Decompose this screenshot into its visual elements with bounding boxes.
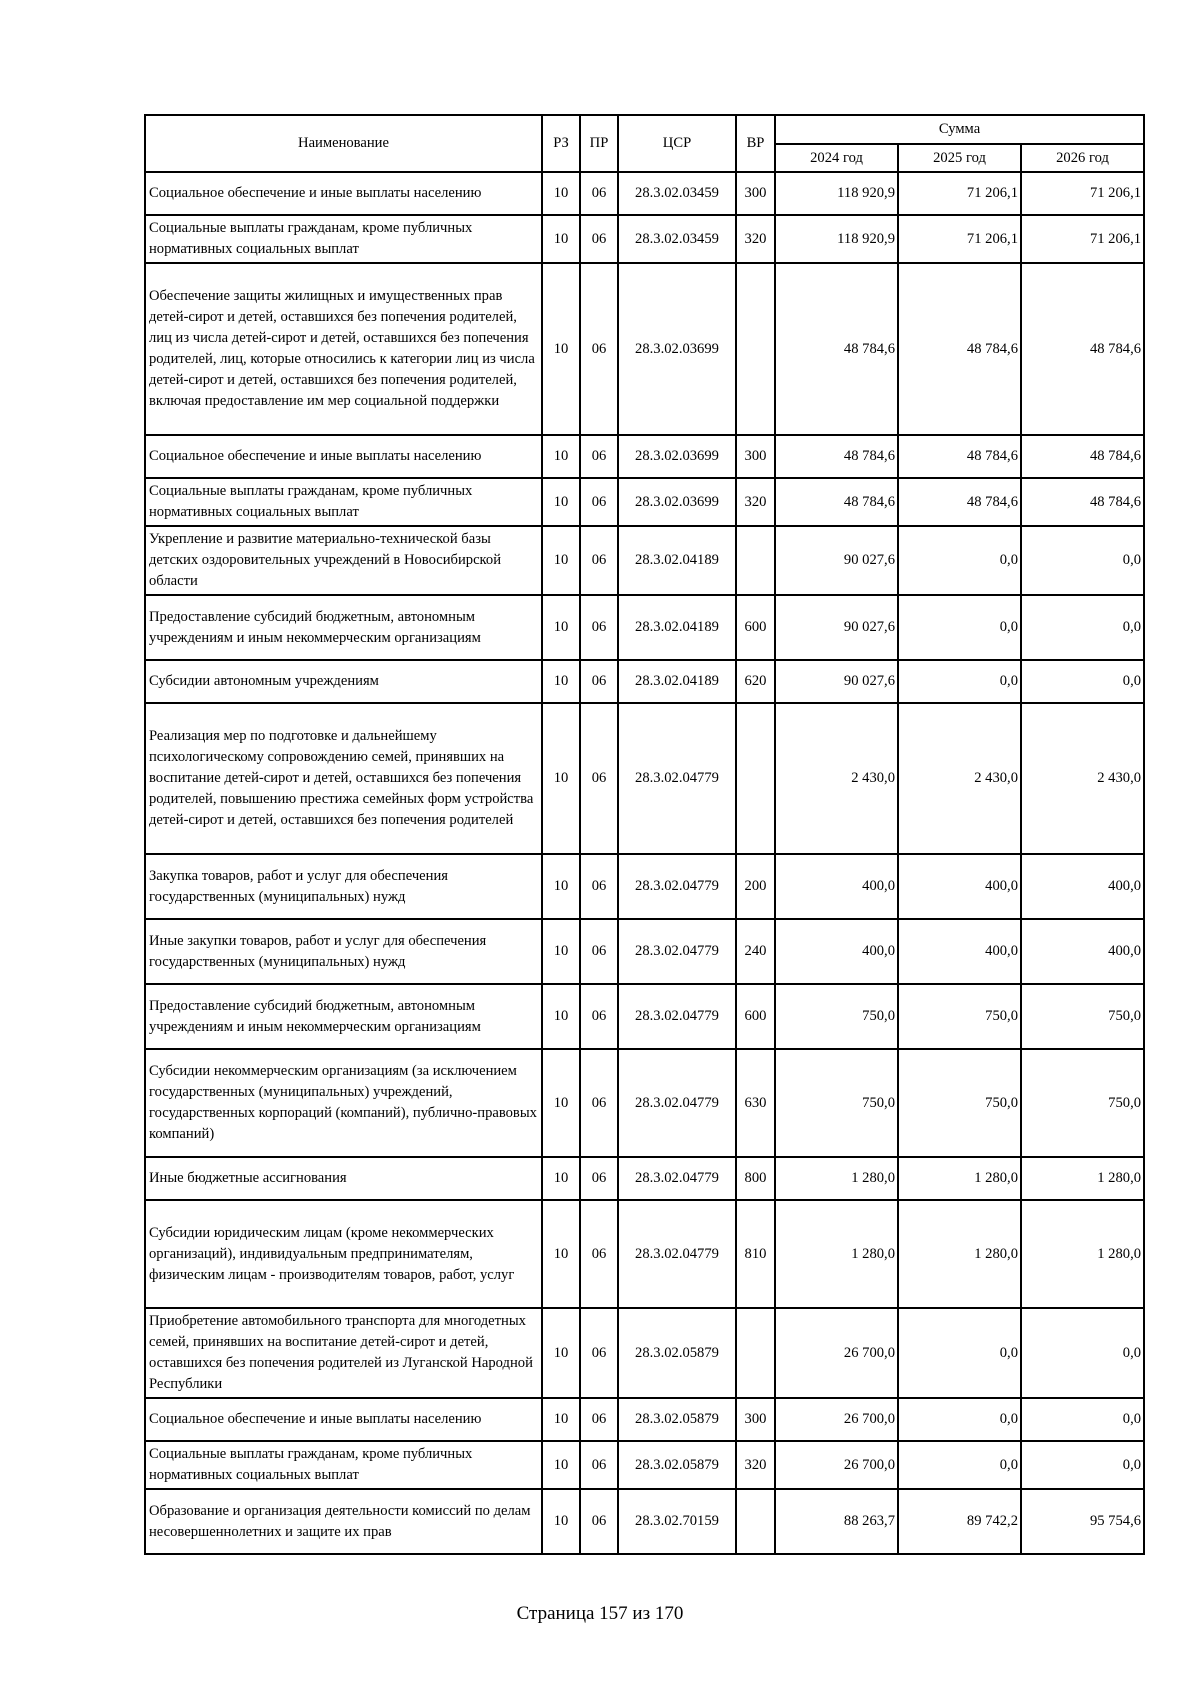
cell-y2024: 750,0: [775, 1049, 898, 1157]
cell-y2024: 90 027,6: [775, 595, 898, 660]
header-2024: 2024 год: [775, 144, 898, 172]
cell-pr: 06: [580, 703, 618, 854]
cell-pr: 06: [580, 1049, 618, 1157]
cell-vr: 320: [736, 215, 775, 263]
cell-rz: 10: [542, 1157, 580, 1200]
cell-name: Иные закупки товаров, работ и услуг для обеспечения государственных (муниципальных) нужд: [145, 919, 542, 984]
cell-vr: 300: [736, 1398, 775, 1441]
cell-y2026: 48 784,6: [1021, 263, 1144, 435]
cell-name: Социальное обеспечение и иные выплаты населению: [145, 1398, 542, 1441]
cell-vr: 800: [736, 1157, 775, 1200]
table-row: [145, 919, 1144, 984]
cell-y2026: 0,0: [1021, 595, 1144, 660]
cell-vr: 810: [736, 1200, 775, 1308]
cell-y2025: 71 206,1: [898, 172, 1021, 215]
cell-rz: 10: [542, 478, 580, 526]
cell-pr: 06: [580, 660, 618, 703]
cell-pr: 06: [580, 435, 618, 478]
cell-name: Социальное обеспечение и иные выплаты населению: [145, 435, 542, 478]
cell-rz: 10: [542, 526, 580, 595]
header-2026: 2026 год: [1021, 144, 1144, 172]
cell-name: Предоставление субсидий бюджетным, автономным учреждениям и иным некоммерческим организациям: [145, 984, 542, 1049]
cell-pr: 06: [580, 1398, 618, 1441]
cell-pr: 06: [580, 595, 618, 660]
cell-vr: 300: [736, 172, 775, 215]
cell-csr: 28.3.02.03699: [618, 435, 736, 478]
cell-rz: 10: [542, 703, 580, 854]
cell-y2026: 0,0: [1021, 1441, 1144, 1489]
cell-csr: 28.3.02.05879: [618, 1441, 736, 1489]
cell-name: Субсидии юридическим лицам (кроме некоммерческих организаций), индивидуальным предпринимателям, физическим лицам - производителям товаров, работ, услуг: [145, 1200, 542, 1308]
cell-csr: 28.3.02.04189: [618, 595, 736, 660]
cell-y2026: 0,0: [1021, 1398, 1144, 1441]
cell-y2024: 88 263,7: [775, 1489, 898, 1554]
cell-pr: 06: [580, 919, 618, 984]
cell-vr: [736, 526, 775, 595]
cell-pr: 06: [580, 984, 618, 1049]
cell-pr: 06: [580, 1441, 618, 1489]
cell-y2026: 1 280,0: [1021, 1157, 1144, 1200]
cell-rz: 10: [542, 854, 580, 919]
cell-pr: 06: [580, 526, 618, 595]
cell-pr: 06: [580, 172, 618, 215]
cell-csr: 28.3.02.03459: [618, 215, 736, 263]
cell-csr: 28.3.02.70159: [618, 1489, 736, 1554]
header-2025: 2025 год: [898, 144, 1021, 172]
cell-name: Иные бюджетные ассигнования: [145, 1157, 542, 1200]
table-row: [145, 526, 1144, 595]
cell-y2024: 48 784,6: [775, 478, 898, 526]
cell-rz: 10: [542, 595, 580, 660]
cell-name: Социальное обеспечение и иные выплаты населению: [145, 172, 542, 215]
cell-rz: 10: [542, 1049, 580, 1157]
cell-csr: 28.3.02.04779: [618, 919, 736, 984]
cell-y2026: 0,0: [1021, 660, 1144, 703]
cell-y2026: 750,0: [1021, 984, 1144, 1049]
cell-name: Закупка товаров, работ и услуг для обеспечения государственных (муниципальных) нужд: [145, 854, 542, 919]
cell-name: Укрепление и развитие материально-технической базы детских оздоровительных учреждений в Новосибирской области: [145, 526, 542, 595]
cell-pr: 06: [580, 1200, 618, 1308]
cell-csr: 28.3.02.04779: [618, 703, 736, 854]
cell-y2024: 90 027,6: [775, 526, 898, 595]
cell-name: Образование и организация деятельности комиссий по делам несовершеннолетних и защите их прав: [145, 1489, 542, 1554]
table-row: [145, 215, 1144, 263]
cell-pr: 06: [580, 1308, 618, 1398]
table-row: [145, 1049, 1144, 1157]
table-row: [145, 435, 1144, 478]
cell-y2026: 48 784,6: [1021, 478, 1144, 526]
cell-y2025: 0,0: [898, 1441, 1021, 1489]
cell-y2025: 89 742,2: [898, 1489, 1021, 1554]
cell-vr: [736, 703, 775, 854]
cell-pr: 06: [580, 215, 618, 263]
cell-y2025: 0,0: [898, 1308, 1021, 1398]
table-row: [145, 1489, 1144, 1554]
cell-y2024: 400,0: [775, 919, 898, 984]
cell-vr: 600: [736, 984, 775, 1049]
cell-y2026: 71 206,1: [1021, 172, 1144, 215]
cell-y2025: 1 280,0: [898, 1157, 1021, 1200]
cell-y2024: 48 784,6: [775, 263, 898, 435]
cell-y2025: 0,0: [898, 526, 1021, 595]
cell-y2026: 71 206,1: [1021, 215, 1144, 263]
cell-name: Обеспечение защиты жилищных и имущественных прав детей-сирот и детей, оставшихся без попечения родителей, лиц из числа детей-сирот и детей, оставшихся без попечения родителей, лиц, которые относились к категории лиц из числа детей-сирот и детей, оставшихся без попечения родителей, включая предоставление им мер социальной поддержки: [145, 263, 542, 435]
cell-y2026: 400,0: [1021, 919, 1144, 984]
cell-rz: 10: [542, 660, 580, 703]
table-body: [145, 172, 1144, 1554]
header-rz: РЗ: [542, 115, 580, 172]
cell-name: Реализация мер по подготовке и дальнейшему психологическому сопровождению семей, принявших на воспитание детей-сирот и детей, оставшихся без попечения родителей, повышению престижа семейных форм устройства детей-сирот и детей, оставшихся без попечения родителей: [145, 703, 542, 854]
cell-csr: 28.3.02.04779: [618, 1157, 736, 1200]
cell-name: Социальные выплаты гражданам, кроме публичных нормативных социальных выплат: [145, 215, 542, 263]
cell-y2025: 0,0: [898, 595, 1021, 660]
table-row: [145, 984, 1144, 1049]
cell-y2026: 0,0: [1021, 526, 1144, 595]
cell-y2025: 2 430,0: [898, 703, 1021, 854]
cell-y2024: 750,0: [775, 984, 898, 1049]
cell-name: Субсидии некоммерческим организациям (за исключением государственных (муниципальных) учреждений, государственных корпораций (компаний), публично-правовых компаний): [145, 1049, 542, 1157]
cell-csr: 28.3.02.04779: [618, 854, 736, 919]
cell-y2026: 0,0: [1021, 1308, 1144, 1398]
cell-y2024: 1 280,0: [775, 1157, 898, 1200]
cell-rz: 10: [542, 1308, 580, 1398]
cell-csr: 28.3.02.04779: [618, 984, 736, 1049]
cell-rz: 10: [542, 215, 580, 263]
cell-y2026: 1 280,0: [1021, 1200, 1144, 1308]
cell-vr: [736, 263, 775, 435]
cell-csr: 28.3.02.04189: [618, 526, 736, 595]
cell-vr: 320: [736, 1441, 775, 1489]
cell-csr: 28.3.02.05879: [618, 1308, 736, 1398]
cell-rz: 10: [542, 1200, 580, 1308]
cell-rz: 10: [542, 1398, 580, 1441]
cell-rz: 10: [542, 435, 580, 478]
table-row: [145, 1200, 1144, 1308]
cell-y2026: 95 754,6: [1021, 1489, 1144, 1554]
header-vr: ВР: [736, 115, 775, 172]
cell-y2024: 90 027,6: [775, 660, 898, 703]
cell-y2024: 26 700,0: [775, 1308, 898, 1398]
cell-y2025: 1 280,0: [898, 1200, 1021, 1308]
table-row: [145, 478, 1144, 526]
cell-y2024: 26 700,0: [775, 1441, 898, 1489]
cell-y2025: 750,0: [898, 1049, 1021, 1157]
cell-vr: [736, 1308, 775, 1398]
header-pr: ПР: [580, 115, 618, 172]
table-row: [145, 172, 1144, 215]
cell-rz: 10: [542, 1489, 580, 1554]
cell-vr: 630: [736, 1049, 775, 1157]
cell-rz: 10: [542, 919, 580, 984]
cell-y2026: 750,0: [1021, 1049, 1144, 1157]
cell-rz: 10: [542, 263, 580, 435]
cell-csr: 28.3.02.05879: [618, 1398, 736, 1441]
cell-vr: [736, 1489, 775, 1554]
cell-name: Предоставление субсидий бюджетным, автономным учреждениям и иным некоммерческим организациям: [145, 595, 542, 660]
header-csr: ЦСР: [618, 115, 736, 172]
cell-pr: 06: [580, 478, 618, 526]
cell-pr: 06: [580, 1489, 618, 1554]
cell-y2025: 750,0: [898, 984, 1021, 1049]
cell-y2025: 48 784,6: [898, 478, 1021, 526]
table-row: [145, 1308, 1144, 1398]
cell-csr: 28.3.02.04779: [618, 1200, 736, 1308]
cell-y2026: 400,0: [1021, 854, 1144, 919]
table-row: [145, 595, 1144, 660]
cell-y2025: 0,0: [898, 660, 1021, 703]
table-row: [145, 854, 1144, 919]
header-name: Наименование: [145, 115, 542, 172]
table-row: [145, 1441, 1144, 1489]
cell-rz: 10: [542, 172, 580, 215]
cell-pr: 06: [580, 263, 618, 435]
cell-y2026: 2 430,0: [1021, 703, 1144, 854]
header-sum: Сумма: [775, 115, 1144, 144]
budget-table: [144, 114, 1145, 1555]
cell-y2024: 118 920,9: [775, 172, 898, 215]
cell-name: Социальные выплаты гражданам, кроме публичных нормативных социальных выплат: [145, 1441, 542, 1489]
cell-y2024: 2 430,0: [775, 703, 898, 854]
cell-y2024: 48 784,6: [775, 435, 898, 478]
cell-y2024: 118 920,9: [775, 215, 898, 263]
cell-y2025: 0,0: [898, 1398, 1021, 1441]
cell-vr: 200: [736, 854, 775, 919]
page-number: Страница 157 из 170: [516, 1603, 684, 1624]
cell-csr: 28.3.02.03699: [618, 478, 736, 526]
cell-y2024: 1 280,0: [775, 1200, 898, 1308]
cell-vr: 600: [736, 595, 775, 660]
cell-y2024: 26 700,0: [775, 1398, 898, 1441]
cell-vr: 320: [736, 478, 775, 526]
cell-name: Приобретение автомобильного транспорта для многодетных семей, принявших на воспитание детей-сирот и детей, оставшихся без попечения родителей из Луганской Народной Республики: [145, 1308, 542, 1398]
cell-y2025: 400,0: [898, 919, 1021, 984]
cell-y2024: 400,0: [775, 854, 898, 919]
cell-vr: 240: [736, 919, 775, 984]
cell-csr: 28.3.02.03699: [618, 263, 736, 435]
table-row: [145, 263, 1144, 435]
cell-name: Субсидии автономным учреждениям: [145, 660, 542, 703]
cell-csr: 28.3.02.04189: [618, 660, 736, 703]
cell-rz: 10: [542, 984, 580, 1049]
cell-y2025: 400,0: [898, 854, 1021, 919]
cell-vr: 620: [736, 660, 775, 703]
cell-pr: 06: [580, 1157, 618, 1200]
cell-name: Социальные выплаты гражданам, кроме публичных нормативных социальных выплат: [145, 478, 542, 526]
cell-csr: 28.3.02.04779: [618, 1049, 736, 1157]
table-row: [145, 703, 1144, 854]
table-row: [145, 1157, 1144, 1200]
table-row: [145, 1398, 1144, 1441]
cell-rz: 10: [542, 1441, 580, 1489]
cell-vr: 300: [736, 435, 775, 478]
table-row: [145, 660, 1144, 703]
cell-y2025: 48 784,6: [898, 263, 1021, 435]
cell-csr: 28.3.02.03459: [618, 172, 736, 215]
cell-pr: 06: [580, 854, 618, 919]
cell-y2026: 48 784,6: [1021, 435, 1144, 478]
cell-y2025: 48 784,6: [898, 435, 1021, 478]
cell-y2025: 71 206,1: [898, 215, 1021, 263]
